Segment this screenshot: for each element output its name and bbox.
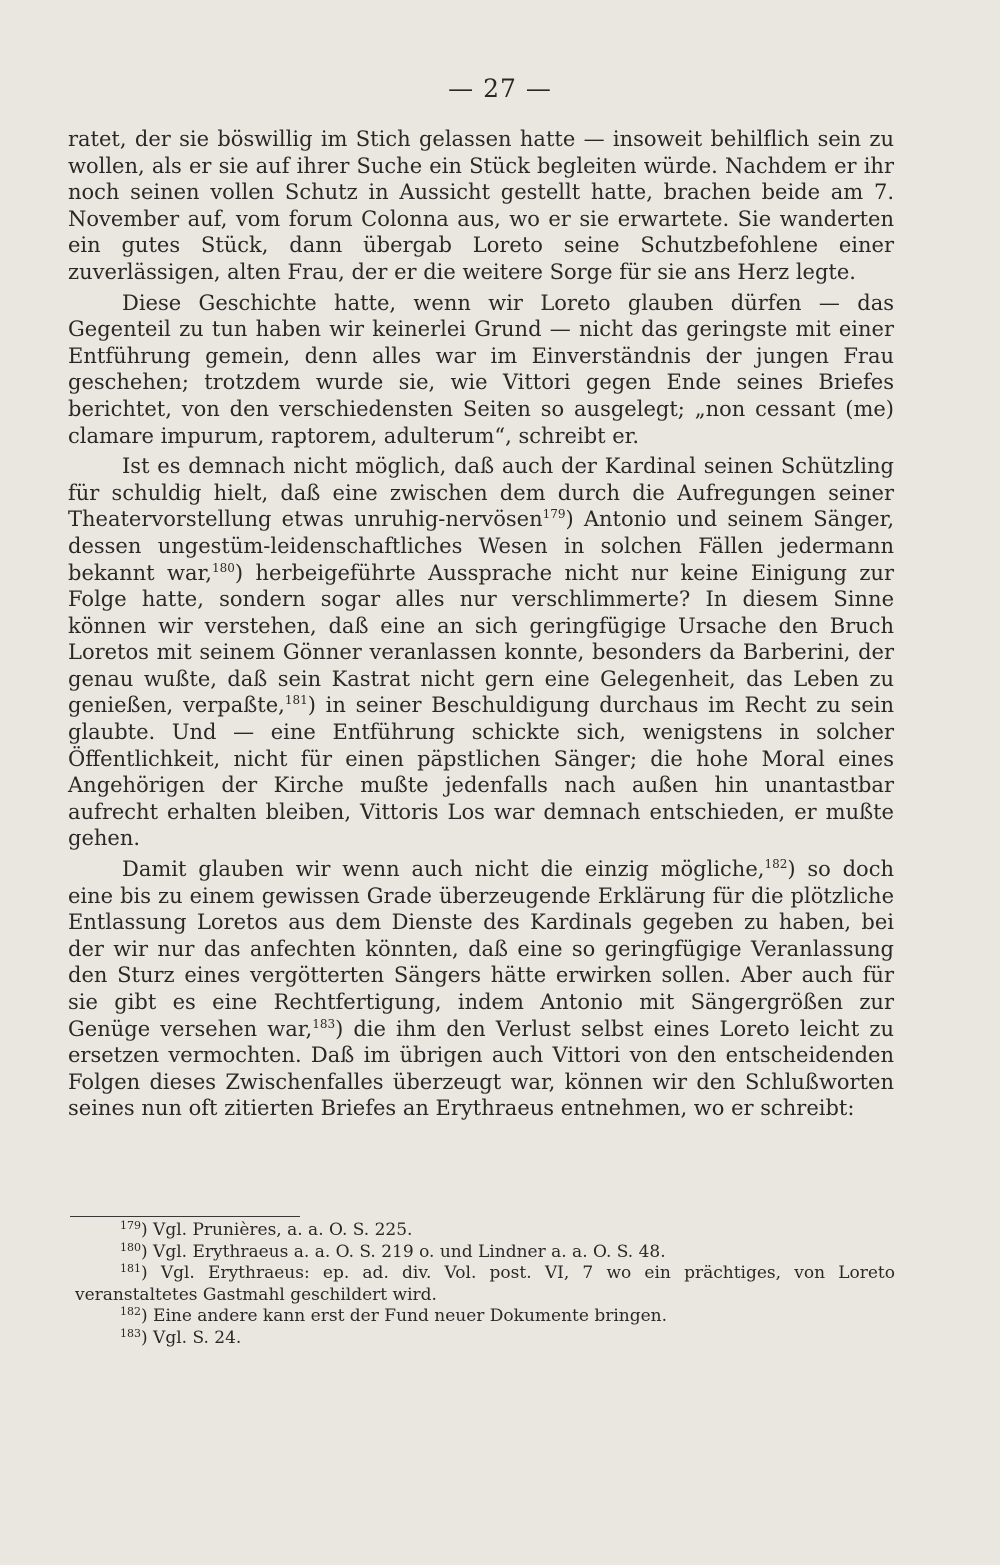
paragraph <box>68 856 894 1122</box>
footnote-number: 181 <box>120 1262 141 1275</box>
footnote-number: 180 <box>120 1240 141 1254</box>
footnote <box>75 1263 895 1306</box>
footnote-reference: 182 <box>764 857 788 872</box>
footnote-number: 179 <box>120 1219 141 1232</box>
paragraph-text: Diese Geschichte hatte, wenn wir Loreto glauben dürfen — das Gegenteil zu tun haben wir keinerlei Grund — nicht das geringste mit einer Entführung gemein, denn alles war im Einverständnis der jungen Frau geschehen; trotzdem wurde sie, wie Vittori gegen Ende seines Briefes berichtet, von den verschiedensten Seiten so ausgelegt; „non cessant (me) clamare impurum, raptorem, adulterum“, schreibt er. <box>68 290 894 448</box>
paragraph-text: Damit glauben wir wenn auch nicht die einzig mögliche, <box>122 857 765 882</box>
footnote <box>75 1220 895 1242</box>
footnote <box>75 1306 895 1328</box>
paragraph-text: ratet, der sie böswillig im Stich gelassen hatte — insoweit behilflich sein zu wollen, als er sie auf ihrer Suche ein Stück begleiten würde. Nachdem er ihr noch seinen vollen Schutz in Aussicht gestellt hatte, brachen beide am 7. November auf, vom forum Colonna aus, wo er sie erwartete. Sie wanderten ein gutes Stück, dann übergab Loreto seine Schutzbefohlene einer zuverlässigen, alten Frau, der er die weitere Sorge für sie ans Herz legte. <box>68 127 894 284</box>
paragraph <box>68 126 894 286</box>
footnote-text: ) Vgl. S. 24. <box>141 1327 242 1348</box>
footnote-reference: 179 <box>542 507 566 522</box>
footnote-number: 183 <box>120 1326 141 1340</box>
footnotes <box>75 1220 895 1349</box>
paragraph-text: ) die ihm den Verlust selbst eines Loreto leicht zu ersetzen vermochten. Daß im übrigen auch Vittori von den entscheidenden Folgen dieses Zwischenfalles überzeugt war, können wir den Schlußworten seines nun oft zitierten Briefes an Erythraeus entnehmen, wo er schreibt: <box>68 1016 894 1121</box>
page-number: — 27 — <box>448 74 552 103</box>
footnote-rule <box>70 1216 300 1217</box>
footnote-number: 182 <box>120 1305 141 1318</box>
footnote-reference: 181 <box>284 693 308 708</box>
paragraph-text: ) Antonio und seinem Sänger, dessen ungestüm-leidenschaftliches Wesen in solchen Fällen jedermann bekannt war, <box>68 507 894 585</box>
footnote-reference: 183 <box>312 1016 336 1031</box>
paragraph <box>68 453 894 852</box>
footnote-text: ) Vgl. Erythraeus: ep. ad. div. Vol. post. VI, 7 wo ein prächtiges, von Loreto veranstaltetes Gastmahl geschildert wird. <box>75 1263 895 1305</box>
footnote <box>75 1242 895 1264</box>
footnote <box>75 1328 895 1350</box>
footnote-text: ) Eine andere kann erst der Fund neuer Dokumente bringen. <box>141 1306 668 1326</box>
footnote-text: ) Vgl. Erythraeus a. a. O. S. 219 o. und Lindner a. a. O. S. 48. <box>141 1241 666 1262</box>
paragraph-text: Ist es demnach nicht möglich, daß auch der Kardinal seinen Schützling für schuldig hielt, daß eine zwischen dem durch die Aufregungen seiner Theatervorstellung etwas unruhig-nervösen <box>68 454 894 532</box>
paragraph-text: ) in seiner Beschuldigung durchaus im Recht zu sein glaubte. Und — eine Entführung schickte sich, wenigstens in solcher Öffentlichkeit, nicht für einen päpstlichen Sänger; die hohe Moral eines Angehörigen der Kirche mußte jedenfalls nach außen hin unantastbar aufrecht erhalten bleiben, Vittoris Los war demnach entschieden, er mußte gehen. <box>68 693 895 851</box>
footnote-reference: 180 <box>211 560 235 575</box>
footnote-text: ) Vgl. Prunières, a. a. O. S. 225. <box>141 1220 413 1240</box>
body-text <box>68 126 894 1126</box>
paragraph-text: ) herbeigeführte Aussprache nicht nur keine Einigung zur Folge hatte, sondern sogar alles nur verschlimmerte? In diesem Sinne können wir verstehen, daß eine an sich geringfügige Ursache den Bruch Loretos mit seinem Gönner veranlassen konnte, besonders da Barberini, der genau wußte, daß sein Kastrat nicht gern eine Gelegenheit, das Leben zu genießen, verpaßte, <box>68 560 894 718</box>
paragraph-text: ) so doch eine bis zu einem gewissen Grade überzeugende Erklärung für die plötzliche Entlassung Loretos aus dem Dienste des Kardinals gegeben zu haben, bei der wir nur das anfechten könnten, daß eine so geringfügige Veranlassung den Sturz eines vergötterten Sängers hätte erwirken sollen. Aber auch für sie gibt es eine Rechtfertigung, indem Antonio mit Sängergrößen zur Genüge versehen war, <box>68 857 894 1041</box>
paragraph <box>68 290 894 450</box>
